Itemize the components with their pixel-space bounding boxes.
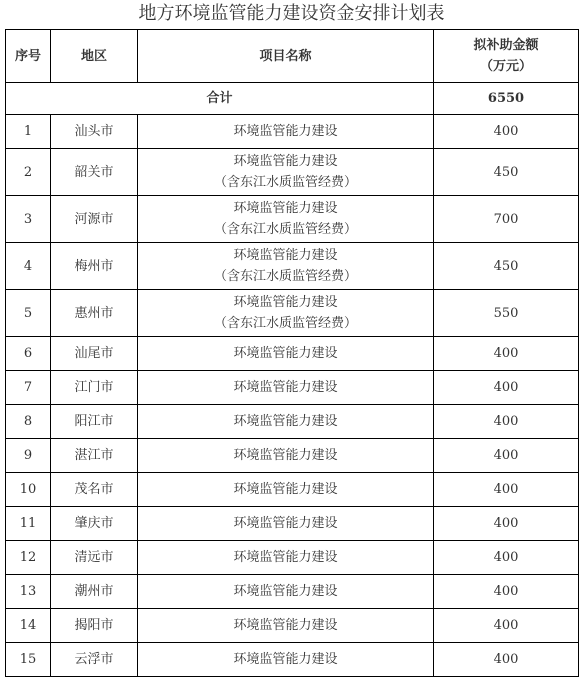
table-row	[6, 243, 579, 290]
row-area: 惠州市	[51, 290, 138, 337]
row-number: 12	[6, 541, 51, 575]
row-amount: 400	[434, 609, 579, 643]
row-project	[138, 405, 434, 439]
row-project-name: 环境监管能力建设	[233, 584, 338, 599]
table-row	[6, 609, 579, 643]
row-project-name: 环境监管能力建设	[233, 618, 338, 633]
row-area: 江门市	[51, 371, 138, 405]
row-project	[138, 473, 434, 507]
row-project	[138, 115, 434, 149]
row-project-note: （含东江水质监管经费）	[213, 269, 357, 284]
table-row	[6, 371, 579, 405]
table-body	[6, 83, 579, 677]
row-project-name: 环境监管能力建设	[233, 295, 338, 310]
row-amount: 400	[434, 541, 579, 575]
row-project-name: 环境监管能力建设	[233, 516, 338, 531]
row-project	[138, 609, 434, 643]
total-row	[6, 83, 579, 115]
row-project	[138, 643, 434, 677]
header-amount-unit: （万元）	[479, 59, 532, 74]
table-row	[6, 290, 579, 337]
table-header-row	[6, 30, 579, 83]
row-amount: 400	[434, 575, 579, 609]
row-project-name: 环境监管能力建设	[233, 414, 338, 429]
row-area: 云浮市	[51, 643, 138, 677]
row-project-name: 环境监管能力建设	[233, 448, 338, 463]
header-project: 项目名称	[138, 30, 434, 83]
row-project-name: 环境监管能力建设	[233, 346, 338, 361]
row-number: 8	[6, 405, 51, 439]
table-row	[6, 439, 579, 473]
row-amount: 400	[434, 439, 579, 473]
header-amount	[434, 30, 579, 83]
row-area: 揭阳市	[51, 609, 138, 643]
header-area: 地区	[51, 30, 138, 83]
row-project-name: 环境监管能力建设	[233, 124, 338, 139]
row-project	[138, 575, 434, 609]
row-amount: 400	[434, 337, 579, 371]
row-number: 6	[6, 337, 51, 371]
row-number: 13	[6, 575, 51, 609]
row-area: 韶关市	[51, 149, 138, 196]
table-row	[6, 337, 579, 371]
row-amount: 400	[434, 405, 579, 439]
row-number: 15	[6, 643, 51, 677]
table-row	[6, 643, 579, 677]
row-area: 河源市	[51, 196, 138, 243]
row-project	[138, 337, 434, 371]
row-amount: 400	[434, 643, 579, 677]
row-area: 梅州市	[51, 243, 138, 290]
row-amount: 400	[434, 473, 579, 507]
funding-table	[5, 29, 579, 677]
row-amount: 700	[434, 196, 579, 243]
row-project	[138, 371, 434, 405]
row-amount: 450	[434, 243, 579, 290]
table-row	[6, 541, 579, 575]
row-amount: 400	[434, 115, 579, 149]
row-number: 7	[6, 371, 51, 405]
row-project-note: （含东江水质监管经费）	[213, 175, 357, 190]
table-row	[6, 507, 579, 541]
row-project	[138, 243, 434, 290]
row-number: 2	[6, 149, 51, 196]
table-row	[6, 575, 579, 609]
table-row	[6, 196, 579, 243]
row-project	[138, 290, 434, 337]
row-area: 清远市	[51, 541, 138, 575]
row-area: 湛江市	[51, 439, 138, 473]
row-project-note: （含东江水质监管经费）	[213, 222, 357, 237]
row-project-note: （含东江水质监管经费）	[213, 316, 357, 331]
table-row	[6, 115, 579, 149]
row-area: 肇庆市	[51, 507, 138, 541]
row-area: 阳江市	[51, 405, 138, 439]
row-project-name: 环境监管能力建设	[233, 380, 338, 395]
row-project-name: 环境监管能力建设	[233, 201, 338, 216]
row-number: 4	[6, 243, 51, 290]
row-amount: 550	[434, 290, 579, 337]
table-row	[6, 405, 579, 439]
row-project	[138, 507, 434, 541]
row-number: 10	[6, 473, 51, 507]
row-project-name: 环境监管能力建设	[233, 248, 338, 263]
table-row	[6, 149, 579, 196]
row-project	[138, 439, 434, 473]
row-amount: 400	[434, 507, 579, 541]
document-title: 地方环境监管能力建设资金安排计划表	[138, 3, 445, 24]
row-project-name: 环境监管能力建设	[233, 550, 338, 565]
row-project	[138, 196, 434, 243]
header-no: 序号	[6, 30, 51, 83]
row-amount: 400	[434, 371, 579, 405]
row-area: 潮州市	[51, 575, 138, 609]
total-amount: 6550	[434, 83, 579, 115]
row-area: 茂名市	[51, 473, 138, 507]
row-project	[138, 149, 434, 196]
row-project-name: 环境监管能力建设	[233, 154, 338, 169]
row-project-name: 环境监管能力建设	[233, 482, 338, 497]
row-area: 汕头市	[51, 115, 138, 149]
row-number: 3	[6, 196, 51, 243]
total-label: 合计	[6, 83, 434, 115]
row-number: 1	[6, 115, 51, 149]
header-amount-label: 拟补助金额	[473, 38, 539, 53]
row-number: 11	[6, 507, 51, 541]
row-area: 汕尾市	[51, 337, 138, 371]
row-number: 14	[6, 609, 51, 643]
row-number: 5	[6, 290, 51, 337]
row-number: 9	[6, 439, 51, 473]
row-project-name: 环境监管能力建设	[233, 652, 338, 667]
row-project	[138, 541, 434, 575]
table-row	[6, 473, 579, 507]
row-amount: 450	[434, 149, 579, 196]
